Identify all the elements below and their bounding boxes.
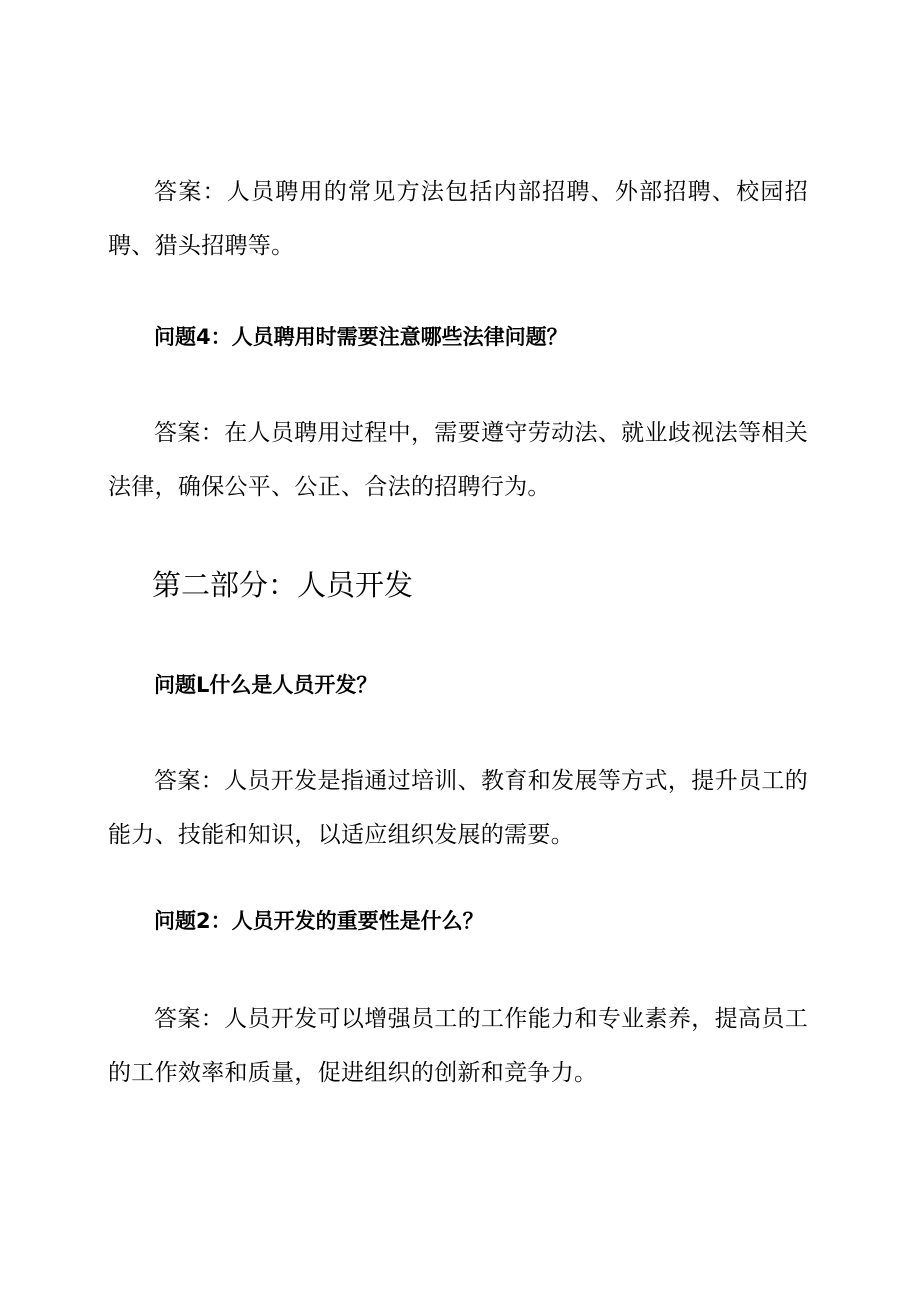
answer-paragraph-what-is-development: 答案：人员开发是指通过培训、教育和发展等方式，提升员工的能力、技能和知识，以适应组织发展的需要。 xyxy=(108,768,808,848)
question-heading-development-importance: 问题2：人员开发的重要性是什么？ xyxy=(154,909,484,933)
answer-paragraph-legal-issues: 答案：在人员聘用过程中，需要遵守劳动法、就业歧视法等相关法律，确保公平、公正、合法的招聘行为。 xyxy=(108,420,808,500)
section-title-personnel-development: 第二部分：人员开发 xyxy=(152,568,414,602)
question-heading-legal-issues: 问题4：人员聘用时需要注意哪些法律问题？ xyxy=(154,325,568,349)
question-heading-what-is-development: 问题L什么是人员开发？ xyxy=(154,673,378,697)
answer-paragraph-development-importance: 答案：人员开发可以增强员工的工作能力和专业素养，提高员工的工作效率和质量，促进组织的创新和竞争力。 xyxy=(108,1006,808,1086)
answer-paragraph-recruitment-methods: 答案：人员聘用的常见方法包括内部招聘、外部招聘、校园招聘、猎头招聘等。 xyxy=(108,179,808,259)
